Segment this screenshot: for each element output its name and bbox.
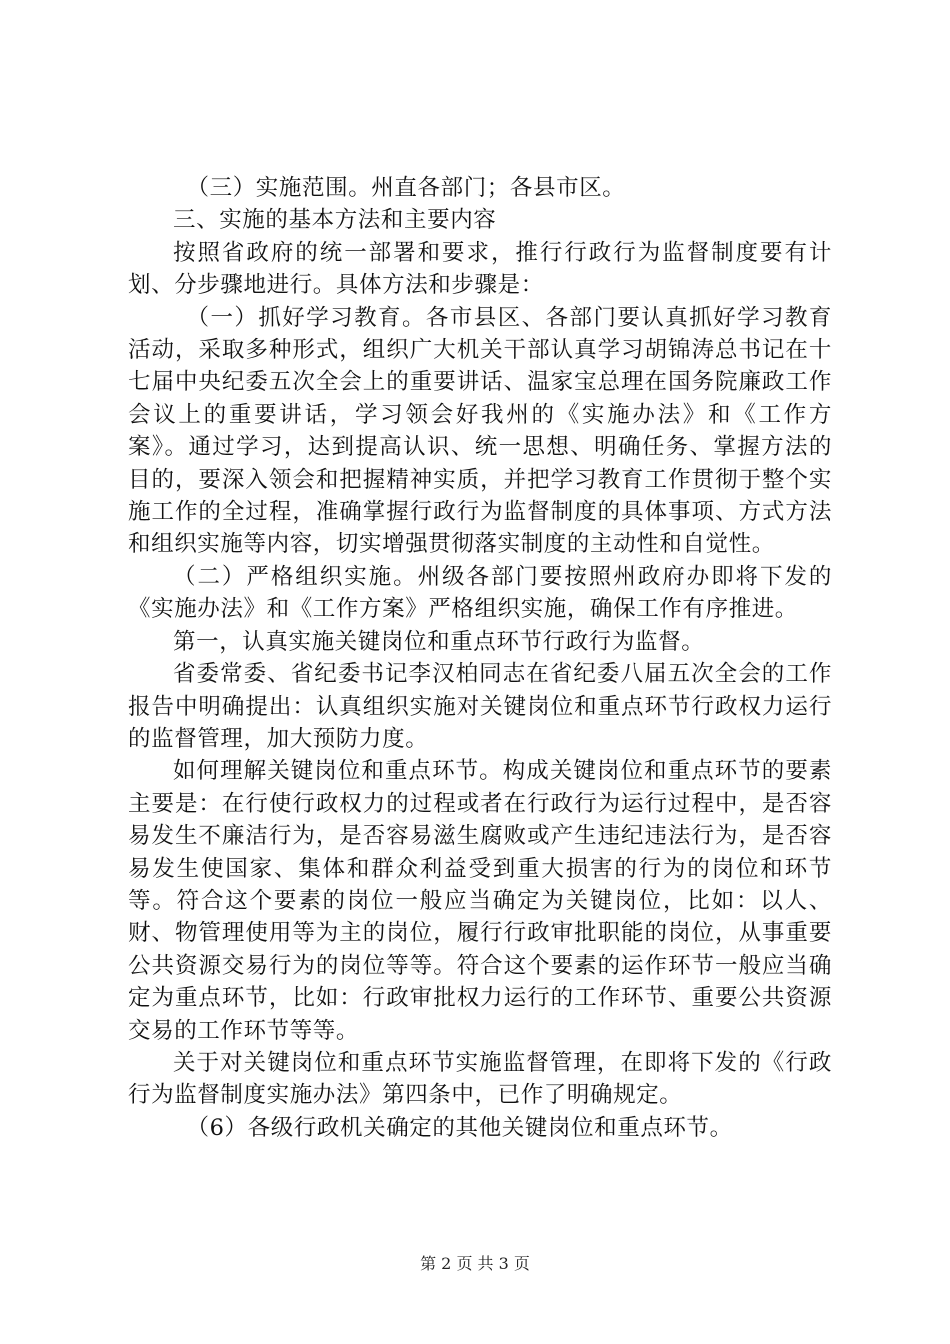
paragraph-first-key-posts: 第一，认真实施关键岗位和重点环节行政行为监督。 [173,628,705,655]
page-footer [0,1254,950,1274]
paragraph-article-four: 关于对关键岗位和重点环节实施监督管理，在即将下发的《行政行为监督制度实施办法》第四条中，已作了明确规定。 [128,1049,832,1109]
section-heading-methods-and-content: 三、实施的基本方法和主要内容 [173,207,497,234]
document-body [128,172,832,1144]
paragraph-strict-implementation: （二）严格组织实施。州级各部门要按照州政府办即将下发的《实施办法》和《工作方案》严格组织实施，确保工作有序推进。 [128,563,832,623]
paragraph-deployment-steps: 按照省政府的统一部署和要求，推行行政行为监督制度要有计划、分步骤地进行。具体方法和步骤是： [128,239,832,299]
page-number-label: 第 2 页 共 3 页 [420,1254,530,1273]
paragraph-item-six: （6）各级行政机关确定的其他关键岗位和重点环节。 [186,1114,733,1141]
paragraph-implementation-scope: （三）实施范围。州直各部门；各县市区。 [186,175,626,201]
paragraph-study-education: （一）抓好学习教育。各市县区、各部门要认真抓好学习教育活动，采取多种形式，组织广大机关干部认真学习胡锦涛总书记在十七届中央纪委五次全会上的重要讲话、温家宝总理在国务院廉政工作会议上的重要讲话，学习领会好我州的《实施办法》和《工作方案》。通过学习，达到提高认识、统一思想、明确任务、掌握方法的目的，要深入领会和把握精神实质，并把学习教育工作贯彻于整个实施工作的全过程，准确掌握行政行为监督制度的具体事项、方式方法和组织实施等内容，切实增强贯彻落实制度的主动性和自觉性。 [128,304,832,558]
paragraph-understanding-key-posts: 如何理解关键岗位和重点环节。构成关键岗位和重点环节的要素主要是：在行使行政权力的过程或者在行政行为运行过程中，是否容易发生不廉洁行为，是否容易滋生腐败或产生违纪违法行为，是否容易发生使国家、集体和群众利益受到重大损害的行为的岗位和环节等。符合这个要素的岗位一般应当确定为关键岗位，比如：以人、财、物管理使用等为主的岗位，履行行政审批职能的岗位，从事重要公共资源交易行为的岗位等等。符合这个要素的运作环节一般应当确定为重点环节，比如：行政审批权力运行的工作环节、重要公共资源交易的工作环节等等。 [128,758,832,1044]
paragraph-work-report: 省委常委、省纪委书记李汉柏同志在省纪委八届五次全会的工作报告中明确提出：认真组织实施对关键岗位和重点环节行政权力运行的监督管理，加大预防力度。 [128,661,832,752]
